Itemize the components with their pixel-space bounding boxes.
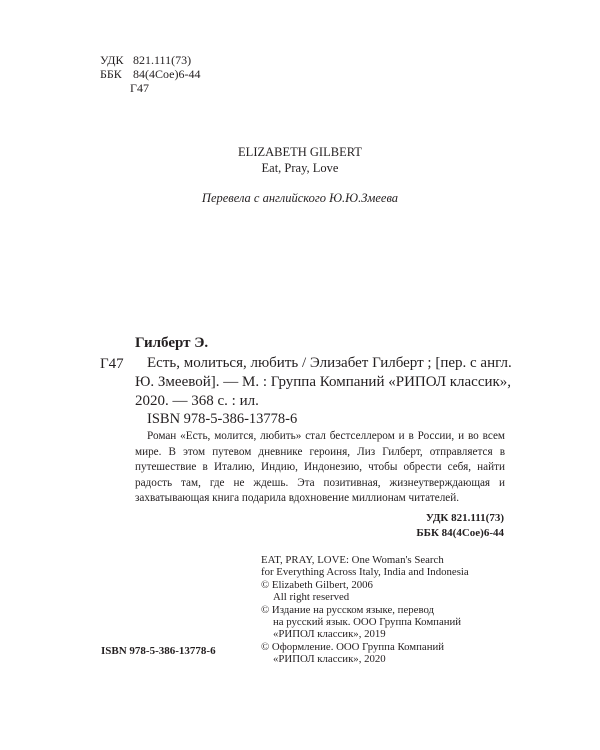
translator-note: Перевела с английского Ю.Ю.Змеева — [201, 191, 399, 205]
udk-label: УДК — [100, 53, 124, 67]
bbk-line — [100, 67, 200, 81]
book-annotation: Роман «Есть, молится, любить» стал бестселлером и в России, и во всем мире. В этом путевом дневнике героиня, Лиз Гилберт, отправляется в путешествие в Италию, Индию, Индонезию, чтобы обрести себя, найти радость там, где не ждешь. Эта позитивная, жизнеутверждающая и захватывающая книга подарила вдохновение миллионам читателей. — [135, 430, 505, 504]
udk-line — [100, 53, 191, 67]
ru-edition-line-2: на русский язык. ООО Группа Компаний — [273, 616, 462, 629]
catalog-isbn: ISBN 978-5-386-13778-6 — [147, 411, 298, 427]
original-author: ELIZABETH GILBERT — [238, 145, 362, 159]
copyright-block — [261, 554, 521, 666]
catalog-author-heading: Гилберт Э. — [135, 335, 209, 351]
design-line-1: © Оформление. ООО Группа Компаний — [261, 640, 445, 653]
ru-edition-line-1: © Издание на русском языке, перевод — [261, 603, 435, 616]
author-mark-top: Г47 — [130, 81, 149, 95]
catalog-author-mark: Г47 — [100, 356, 124, 372]
bbk-value: 84(4Сое)6-44 — [133, 67, 201, 81]
udk-right: УДК 821.111(73) — [425, 512, 504, 524]
rights-reserved: All right reserved — [273, 591, 350, 604]
original-title-line-2: for Everything Across Italy, India and Indonesia — [261, 566, 469, 579]
copyright-author: © Elizabeth Gilbert, 2006 — [261, 578, 373, 591]
bbk-label: ББК — [100, 67, 122, 81]
design-line-2: «РИПОЛ классик», 2020 — [273, 653, 386, 666]
udk-value: 821.111(73) — [133, 53, 192, 67]
catalog-description: Есть, молиться, любить / Элизабет Гилберт ; [пер. с англ. Ю. Змеевой]. — М. : Группа Компаний «РИПОЛ классик», 2020. — 368 с. : ил. — [135, 355, 512, 409]
isbn-bottom: ISBN 978-5-386-13778-6 — [101, 645, 216, 657]
original-title-line-1: EAT, PRAY, LOVE: One Woman's Search — [261, 554, 444, 566]
ru-edition-line-3: «РИПОЛ классик», 2019 — [273, 628, 386, 641]
original-title: Eat, Pray, Love — [261, 161, 339, 175]
bbk-right: ББК 84(4Сое)6-44 — [416, 527, 504, 539]
